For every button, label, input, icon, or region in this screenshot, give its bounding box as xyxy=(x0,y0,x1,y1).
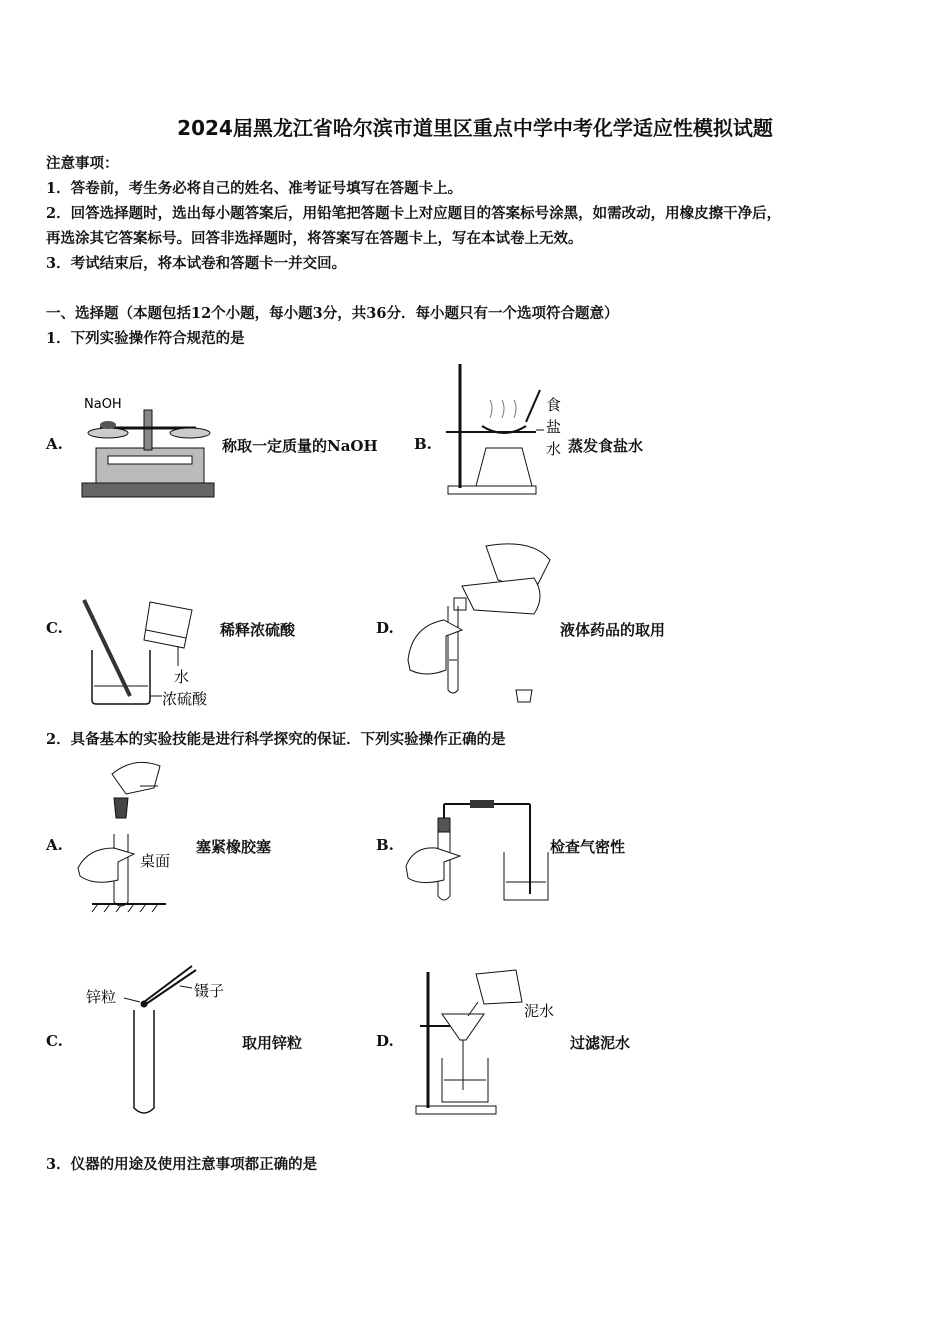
q2-option-d-caption: 过滤泥水 xyxy=(570,1034,631,1052)
airtightness-figure xyxy=(404,796,550,908)
q2-option-b-caption: 检查气密性 xyxy=(550,838,626,856)
q1-option-b-label[interactable]: B. xyxy=(414,435,432,453)
tweezers-label: 镊子 xyxy=(194,982,225,1000)
page-title: 2024届黑龙江省哈尔滨市道里区重点中学中考化学适应性模拟试题 xyxy=(177,116,773,140)
q2-option-d-label[interactable]: D. xyxy=(376,1032,394,1050)
desktop-label: 桌面 xyxy=(140,852,171,870)
question-1-stem: 1．下列实验操作符合规范的是 xyxy=(46,330,245,347)
question-3-stem: 3．仪器的用途及使用注意事项都正确的是 xyxy=(46,1156,318,1173)
q2-option-a-caption: 塞紧橡胶塞 xyxy=(196,838,272,856)
q2-option-c-caption: 取用锌粒 xyxy=(242,1034,303,1052)
evaporation-figure xyxy=(440,360,570,500)
q1-option-d-label[interactable]: D. xyxy=(376,619,394,637)
notice-line-1: 1．答卷前，考生务必将自己的姓名、准考证号填写在答题卡上。 xyxy=(46,180,463,197)
question-2-stem: 2．具备基本的实验技能是进行科学探究的保证．下列实验操作正确的是 xyxy=(46,731,506,748)
muddy-water-label: 泥水 xyxy=(524,1002,555,1020)
q1-option-a-caption: 称取一定质量的NaOH xyxy=(222,437,378,455)
salt-water-label-2: 盐 xyxy=(546,418,562,436)
q2-option-a-label[interactable]: A. xyxy=(46,836,63,854)
conc-acid-label: 浓硫酸 xyxy=(162,690,208,708)
notice-line-4: 3．考试结束后，将本试卷和答题卡一并交回。 xyxy=(46,255,347,272)
q2-option-c-label[interactable]: C. xyxy=(46,1032,63,1050)
stopper-figure xyxy=(74,758,184,914)
water-label: 水 xyxy=(174,668,190,686)
q1-option-a-label[interactable]: A. xyxy=(46,435,63,453)
salt-water-label-1: 食 xyxy=(546,396,562,414)
q1-option-c-label[interactable]: C. xyxy=(46,619,63,637)
q1-option-b-caption: 蒸发食盐水 xyxy=(568,437,644,455)
liquid-pouring-figure xyxy=(402,540,554,708)
section-heading: 一、选择题（本题包括12个小题，每小题3分，共36分．每小题只有一个选项符合题意） xyxy=(46,305,619,322)
q1-option-c-caption: 稀释浓硫酸 xyxy=(220,621,296,639)
naoh-figure-label: NaOH xyxy=(84,397,122,412)
filtration-figure xyxy=(412,966,562,1118)
notice-line-3: 再选涂其它答案标号。回答非选择题时，将答案写在答题卡上，写在本试卷上无效。 xyxy=(46,230,583,247)
balance-figure xyxy=(78,388,218,503)
notice-heading: 注意事项： xyxy=(46,155,119,172)
notice-line-2: 2．回答选择题时，选出每小题答案后，用铅笔把答题卡上对应题目的答案标号涂黑，如需改动，用橡皮擦干净后， xyxy=(46,205,782,222)
zinc-label: 锌粒 xyxy=(86,988,117,1006)
salt-water-label-3: 水 xyxy=(546,440,562,458)
zinc-figure xyxy=(84,958,244,1122)
q2-option-b-label[interactable]: B. xyxy=(376,836,394,854)
q1-option-d-caption: 液体药品的取用 xyxy=(560,621,666,639)
dilution-figure xyxy=(78,596,218,712)
